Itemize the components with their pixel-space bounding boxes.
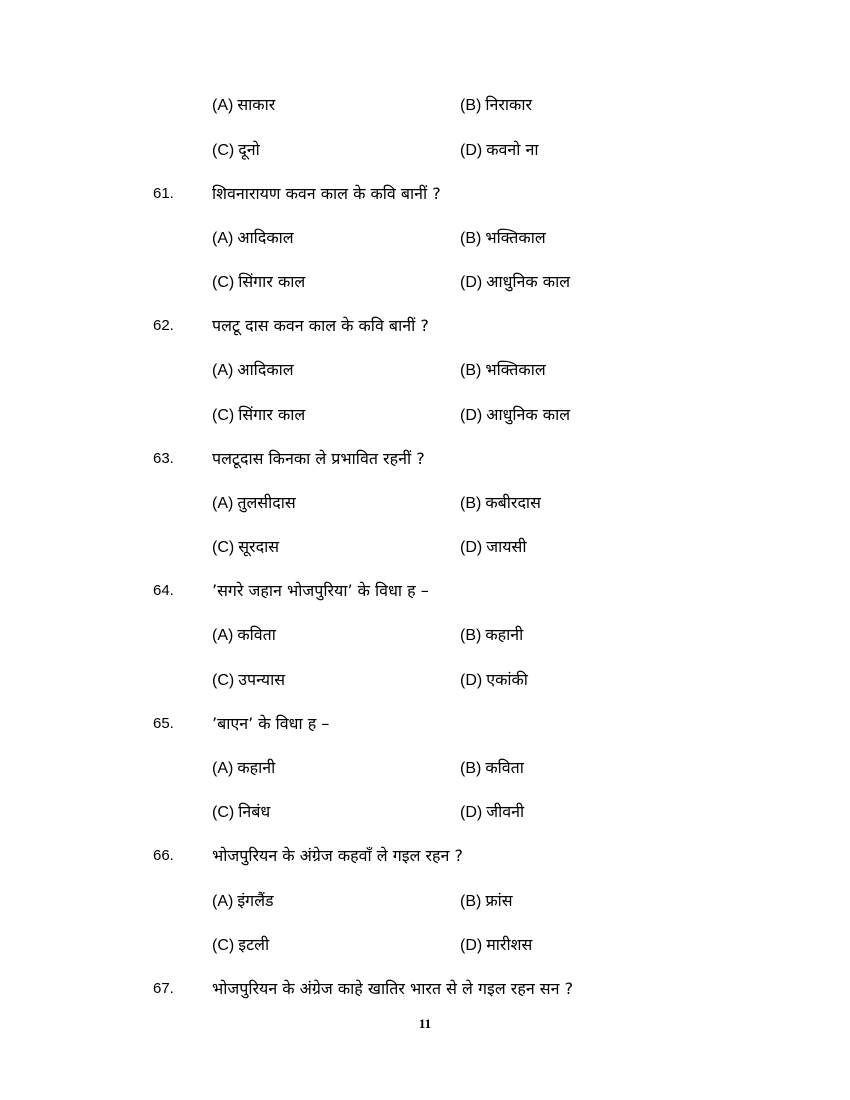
option-label: (C) bbox=[212, 407, 235, 424]
option-c bbox=[212, 270, 305, 295]
option-label: (C) bbox=[212, 274, 235, 291]
option-a bbox=[212, 93, 275, 118]
option-row bbox=[0, 138, 850, 162]
option-row bbox=[0, 358, 850, 382]
option-c bbox=[212, 138, 260, 163]
option-d bbox=[460, 800, 524, 825]
option-row bbox=[0, 226, 850, 250]
option-label: (B) bbox=[460, 362, 482, 379]
option-label: (A) bbox=[212, 893, 234, 910]
option-text: सिंगार काल bbox=[238, 272, 306, 291]
question-text: ’बाएन’ के विधा ह – bbox=[212, 714, 330, 733]
option-text: भक्तिकाल bbox=[485, 360, 546, 379]
question-number: 62. bbox=[153, 317, 174, 334]
option-row bbox=[0, 403, 850, 427]
option-text: भक्तिकाल bbox=[485, 228, 546, 247]
option-text: इंगलैंड bbox=[237, 891, 274, 910]
question-text: ’सगरे जहान भोजपुरिया’ के विधा ह – bbox=[212, 581, 429, 600]
option-label: (A) bbox=[212, 627, 234, 644]
question-number: 65. bbox=[153, 715, 174, 732]
option-text: कविता bbox=[237, 625, 276, 644]
option-row bbox=[0, 535, 850, 559]
question-number: 66. bbox=[153, 847, 174, 864]
option-label: (B) bbox=[460, 893, 482, 910]
option-text: आदिकाल bbox=[237, 228, 294, 247]
option-text: कबीरदास bbox=[485, 493, 541, 512]
option-b bbox=[460, 623, 523, 648]
question-number: 67. bbox=[153, 980, 174, 997]
option-text: साकार bbox=[237, 95, 276, 114]
option-text: उपन्यास bbox=[238, 670, 286, 689]
option-row bbox=[0, 491, 850, 515]
option-label: (D) bbox=[460, 672, 483, 689]
option-row bbox=[0, 889, 850, 913]
option-row bbox=[0, 800, 850, 824]
option-label: (B) bbox=[460, 760, 482, 777]
option-c bbox=[212, 535, 279, 560]
option-d bbox=[460, 138, 539, 163]
option-row bbox=[0, 756, 850, 780]
question-row bbox=[0, 579, 850, 603]
question-text: भोजपुरियन के अंग्रेज काहे खातिर भारत से ले गइल रहन सन ? bbox=[212, 979, 574, 998]
option-text: एकांकी bbox=[486, 670, 528, 689]
page-number: 11 bbox=[418, 1016, 432, 1031]
question-row bbox=[0, 314, 850, 338]
question-number: 61. bbox=[153, 185, 174, 202]
option-text: तुलसीदास bbox=[237, 493, 296, 512]
question-number: 64. bbox=[153, 582, 174, 599]
option-d bbox=[460, 403, 570, 428]
option-a bbox=[212, 491, 296, 516]
option-d bbox=[460, 668, 528, 693]
option-label: (C) bbox=[212, 804, 235, 821]
option-row bbox=[0, 933, 850, 957]
question-text: पलटू दास कवन काल के कवि बानीं ? bbox=[212, 316, 429, 335]
option-b bbox=[460, 93, 532, 118]
option-label: (D) bbox=[460, 804, 483, 821]
question-text: शिवनारायण कवन काल के कवि बानीं ? bbox=[212, 184, 441, 203]
option-label: (D) bbox=[460, 142, 483, 159]
option-b bbox=[460, 491, 541, 516]
option-text: आदिकाल bbox=[237, 360, 294, 379]
option-d bbox=[460, 933, 532, 958]
option-text: इटली bbox=[238, 935, 270, 954]
question-text: भोजपुरियन के अंग्रेज कहवाँ ले गइल रहन ? bbox=[212, 846, 464, 865]
option-a bbox=[212, 358, 294, 383]
option-text: आधुनिक काल bbox=[486, 272, 571, 291]
option-label: (B) bbox=[460, 230, 482, 247]
option-b bbox=[460, 756, 524, 781]
option-label: (A) bbox=[212, 760, 234, 777]
option-label: (C) bbox=[212, 937, 235, 954]
option-text: निबंध bbox=[238, 802, 271, 821]
option-row bbox=[0, 623, 850, 647]
option-label: (A) bbox=[212, 362, 234, 379]
option-label: (B) bbox=[460, 627, 482, 644]
option-text: निराकार bbox=[485, 95, 533, 114]
question-row bbox=[0, 182, 850, 206]
option-a bbox=[212, 623, 276, 648]
option-a bbox=[212, 889, 274, 914]
option-label: (C) bbox=[212, 539, 235, 556]
option-a bbox=[212, 756, 275, 781]
question-row bbox=[0, 844, 850, 868]
option-text: कवनो ना bbox=[486, 140, 539, 159]
option-text: दूनो bbox=[238, 140, 260, 159]
option-row bbox=[0, 93, 850, 117]
option-d bbox=[460, 535, 526, 560]
option-text: जीवनी bbox=[486, 802, 525, 821]
option-label: (D) bbox=[460, 274, 483, 291]
option-b bbox=[460, 226, 546, 251]
option-text: सूरदास bbox=[238, 537, 280, 556]
option-label: (B) bbox=[460, 495, 482, 512]
option-text: कहानी bbox=[237, 758, 276, 777]
option-c bbox=[212, 668, 285, 693]
option-label: (B) bbox=[460, 97, 482, 114]
option-text: कहानी bbox=[485, 625, 524, 644]
option-label: (A) bbox=[212, 495, 234, 512]
option-label: (A) bbox=[212, 97, 234, 114]
option-label: (D) bbox=[460, 937, 483, 954]
option-b bbox=[460, 889, 513, 914]
question-row bbox=[0, 447, 850, 471]
option-row bbox=[0, 668, 850, 692]
option-text: फ्रांस bbox=[485, 891, 513, 910]
option-c bbox=[212, 800, 270, 825]
option-text: आधुनिक काल bbox=[486, 405, 571, 424]
question-row bbox=[0, 977, 850, 1001]
question-number: 63. bbox=[153, 450, 174, 467]
option-d bbox=[460, 270, 570, 295]
option-c bbox=[212, 933, 269, 958]
option-text: सिंगार काल bbox=[238, 405, 306, 424]
option-label: (A) bbox=[212, 230, 234, 247]
option-text: कविता bbox=[485, 758, 524, 777]
option-label: (D) bbox=[460, 539, 483, 556]
option-text: जायसी bbox=[486, 537, 527, 556]
option-a bbox=[212, 226, 294, 251]
option-label: (D) bbox=[460, 407, 483, 424]
option-label: (C) bbox=[212, 142, 235, 159]
option-text: मारीशस bbox=[486, 935, 533, 954]
option-row bbox=[0, 270, 850, 294]
option-b bbox=[460, 358, 546, 383]
question-text: पलटूदास किनका ले प्रभावित रहनीं ? bbox=[212, 449, 425, 468]
question-row bbox=[0, 712, 850, 736]
option-c bbox=[212, 403, 305, 428]
option-label: (C) bbox=[212, 672, 235, 689]
